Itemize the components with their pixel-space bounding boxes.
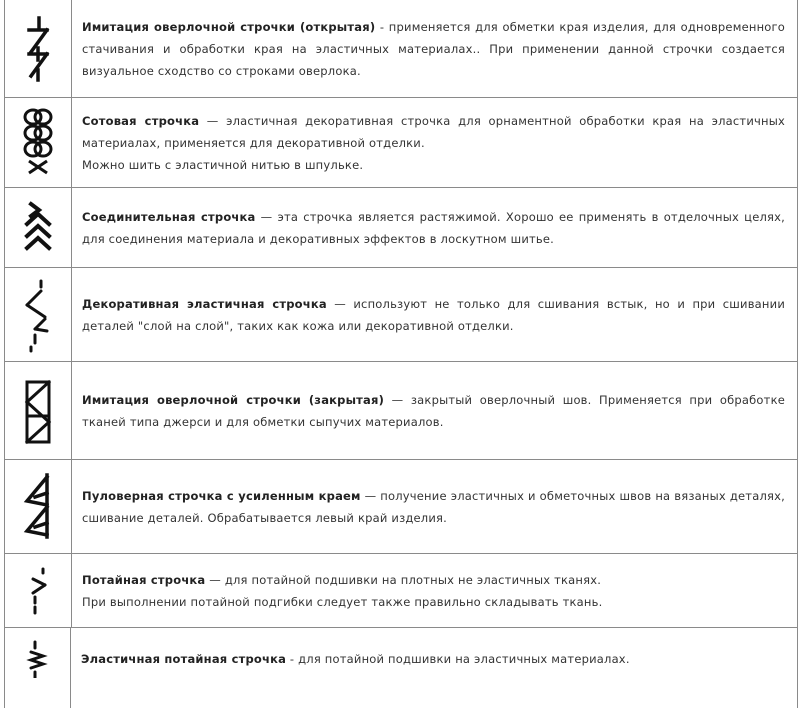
row-paragraph xyxy=(81,648,785,670)
separator: — xyxy=(360,488,381,503)
separator: - xyxy=(375,19,389,34)
row-paragraph xyxy=(82,569,785,591)
pullover-stitch-icon xyxy=(21,471,55,543)
stitch-term: Декоративная эластичная строчка xyxy=(82,296,327,311)
blind-hem-stitch-icon xyxy=(21,563,55,619)
icon-cell xyxy=(5,0,72,97)
table-row xyxy=(5,98,797,188)
stitch-description: используют не только для сшивания встык, но и при сшивании деталей "слой на слой", таких как кожа или декоративной отделки. xyxy=(82,296,785,333)
icon-cell xyxy=(5,98,72,187)
text-cell xyxy=(72,362,797,459)
row-paragraph xyxy=(82,16,785,82)
row-paragraph xyxy=(82,485,785,529)
stitch-description: применяется для обметки края изделия, для одновременного стачивания и обработки края на эластичных материалах.. При применении данной строчки создается визуальное сходство со строками оверлока. xyxy=(82,19,786,78)
stitch-description: получение эластичных и обметочных швов на вязаных деталях, сшивание деталей. Обрабатывается левый край изделия. xyxy=(82,488,785,525)
icon-cell xyxy=(5,362,72,459)
stitch-description: эластичная декоративная строчка для орнаментной обработки края на эластичных материалах, применяется для декоративной отделки. xyxy=(82,113,785,150)
icon-cell xyxy=(5,628,71,708)
text-cell xyxy=(72,460,797,553)
stitch-term: Эластичная потайная строчка xyxy=(81,652,287,666)
table-row xyxy=(5,460,797,554)
stitch-term: Имитация оверлочной строчки (закрытая) xyxy=(82,392,385,407)
stitch-table xyxy=(4,0,798,708)
elastic-blind-hem-stitch-icon xyxy=(21,638,55,678)
text-cell xyxy=(71,628,797,670)
honeycomb-stitch-icon xyxy=(21,107,55,179)
stitch-description: эта строчка является растяжимой. Хорошо ее применять в отделочных целях, для соединения материала и декоративных эффектов в лоскутном шитье. xyxy=(82,209,785,246)
overlock-open-stitch-icon xyxy=(21,14,55,84)
stitch-description: для потайной подшивки на плотных не эластичных тканях. xyxy=(224,572,602,587)
icon-cell xyxy=(5,554,72,627)
decorative-elastic-stitch-icon xyxy=(21,277,55,353)
row-extra-paragraph: Можно шить с эластичной нитью в шпульке. xyxy=(82,157,364,172)
text-cell xyxy=(72,98,797,187)
stitch-term: Потайная строчка xyxy=(82,572,206,587)
text-cell xyxy=(72,188,797,267)
table-row xyxy=(5,628,797,708)
row-paragraph xyxy=(82,110,785,154)
table-row xyxy=(5,554,797,628)
text-cell xyxy=(72,554,797,627)
stitch-term: Сотовая строчка xyxy=(82,113,200,128)
stitch-description: закрытый оверлочный шов. Применяется при обработке тканей типа джерси и для обметки сыпучих материалов. xyxy=(82,392,785,429)
row-paragraph xyxy=(82,389,785,433)
separator: — xyxy=(205,572,225,587)
connecting-stitch-icon xyxy=(21,200,55,256)
separator: — xyxy=(384,392,411,407)
table-row xyxy=(5,362,797,460)
stitch-term: Соединительная строчка xyxy=(82,209,256,224)
row-paragraph xyxy=(82,206,785,250)
stitch-description: для потайной подшивки на эластичных материалах. xyxy=(298,652,630,666)
icon-cell xyxy=(5,460,72,553)
separator: - xyxy=(286,652,299,666)
text-cell xyxy=(72,268,797,361)
icon-cell xyxy=(5,268,72,361)
table-row xyxy=(5,0,797,98)
icon-cell xyxy=(5,188,72,267)
row-paragraph xyxy=(82,293,785,337)
table-row xyxy=(5,268,797,362)
row-extra-paragraph: При выполнении потайной подгибки следует также правильно складывать ткань. xyxy=(82,594,603,609)
table-row xyxy=(5,188,797,268)
separator: — xyxy=(255,209,278,224)
separator: — xyxy=(199,113,227,128)
overlock-closed-stitch-icon xyxy=(21,376,55,446)
separator: — xyxy=(326,296,354,311)
text-cell xyxy=(72,0,797,97)
stitch-term: Пуловерная строчка с усиленным краем xyxy=(82,488,361,503)
stitch-term: Имитация оверлочной строчки (открытая) xyxy=(82,19,376,34)
